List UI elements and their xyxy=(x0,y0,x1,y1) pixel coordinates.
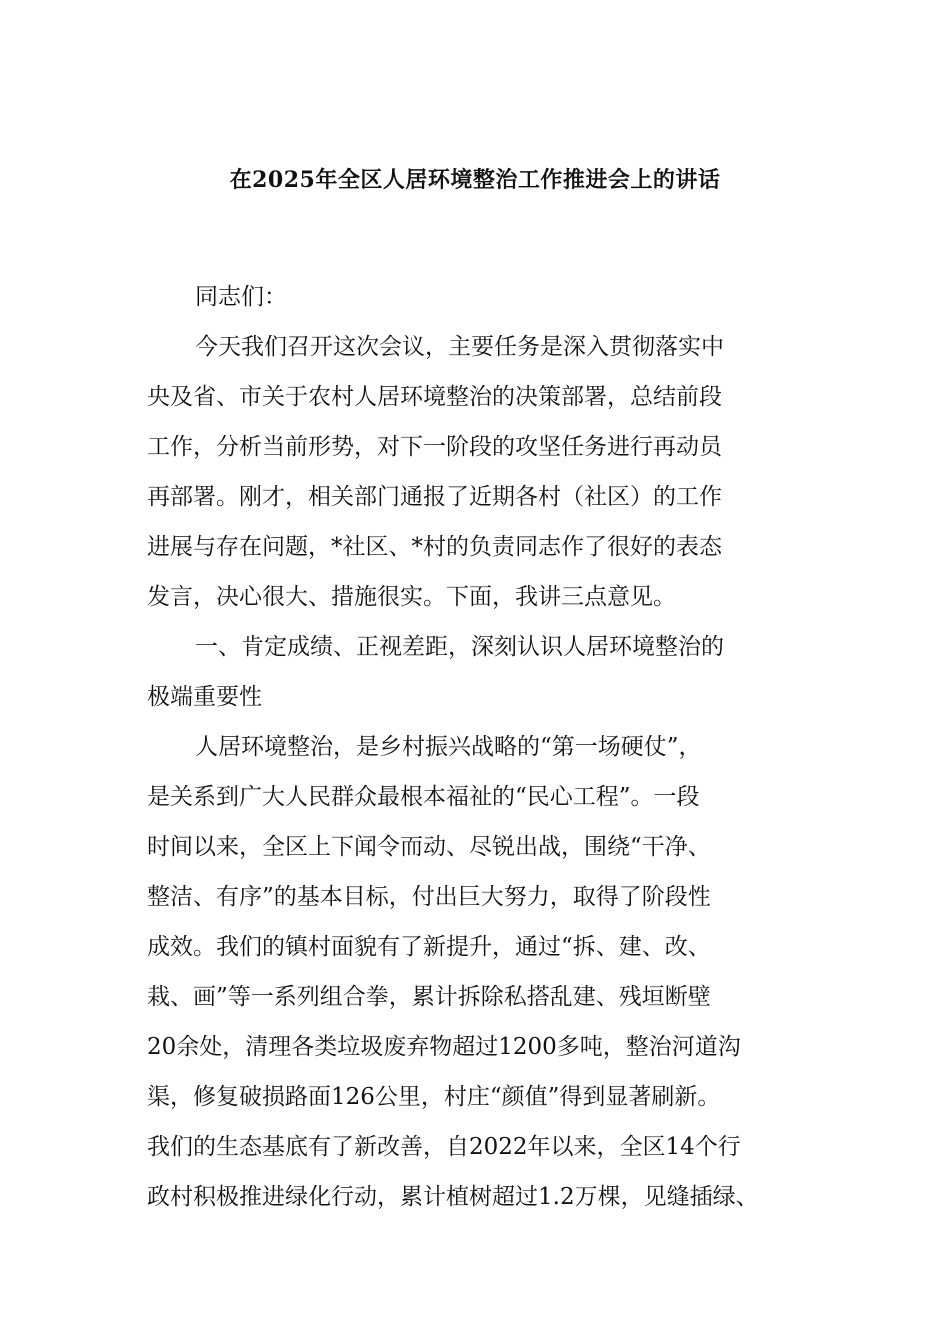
paragraph-line: 整洁、有序”的基本目标，付出巨大努力，取得了阶段性 xyxy=(147,884,711,910)
document-body xyxy=(147,272,827,1222)
paragraph-line: 时间以来，全区上下闻令而动、尽锐出战，围绕“干净、 xyxy=(147,834,711,860)
paragraph-line: 央及省、市关于农村人居环境整治的决策部署，总结前段 xyxy=(147,384,722,410)
section-heading-line: 极端重要性 xyxy=(147,684,262,710)
paragraph-line: 我们的生态基底有了新改善，自2022年以来，全区14个行 xyxy=(147,1134,741,1160)
document-title: 在2025年全区人居环境整治工作推进会上的讲话 xyxy=(229,167,721,193)
paragraph-line: 今天我们召开这次会议，主要任务是深入贯彻落实中 xyxy=(195,334,724,360)
paragraph-line: 是关系到广大人民群众最根本福祉的“民心工程”。一段 xyxy=(147,784,700,810)
section-heading-line: 一、肯定成绩、正视差距，深刻认识人居环境整治的 xyxy=(195,634,724,660)
paragraph-line: 人居环境整治，是乡村振兴战略的“第一场硬仗”， xyxy=(195,734,702,760)
paragraph-line: 进展与存在问题，*社区、*村的负责同志作了很好的表态 xyxy=(147,534,722,560)
paragraph-line: 政村积极推进绿化行动，累计植树超过1.2万棵，见缝插绿、 xyxy=(147,1184,759,1210)
paragraph-line: 发言，决心很大、措施很实。下面，我讲三点意见。 xyxy=(147,584,676,610)
paragraph-line: 成效。我们的镇村面貌有了新提升，通过“拆、建、改、 xyxy=(147,934,711,960)
paragraph-line: 栽、画”等一系列组合拳，累计拆除私搭乱建、残垣断壁 xyxy=(147,984,711,1010)
paragraph-line: 工作，分析当前形势，对下一阶段的攻坚任务进行再动员 xyxy=(147,434,722,460)
paragraph-line: 渠，修复破损路面126公里，村庄“颜值”得到显著刷新。 xyxy=(147,1084,721,1110)
salutation: 同志们： xyxy=(195,284,287,310)
paragraph-line: 再部署。刚才，相关部门通报了近期各村（社区）的工作 xyxy=(147,484,722,510)
paragraph-line: 20余处，清理各类垃圾废弃物超过1200多吨，整治河道沟 xyxy=(147,1034,741,1060)
